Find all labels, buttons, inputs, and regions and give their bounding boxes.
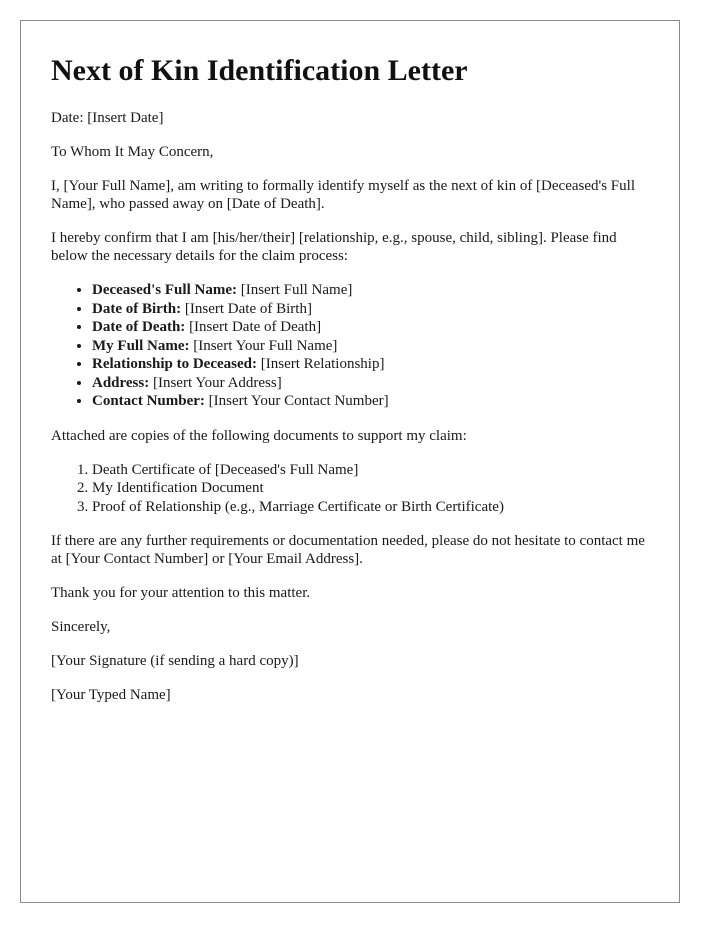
details-label: Contact Number: <box>92 393 205 409</box>
document-item: 2. My Identification Document <box>92 479 649 498</box>
details-label: My Full Name: <box>92 337 190 354</box>
details-item <box>92 300 649 319</box>
letter-page <box>20 20 680 903</box>
document-item: 1. Death Certificate of [Deceased's Full Name] <box>92 461 649 480</box>
letter-title: Next of Kin Identification Letter <box>51 54 468 87</box>
intro-paragraph: I, [Your Full Name], am writing to formally identify myself as the next of kin of [Deceased's Full Name], who passed away on [Date of Death]. <box>51 178 635 212</box>
salutation: To Whom It May Concern, <box>51 144 214 160</box>
details-item <box>92 318 649 337</box>
details-value: [Insert Relationship] <box>257 356 385 372</box>
details-list <box>51 281 649 411</box>
details-label: Address: <box>92 374 150 391</box>
documents-list <box>51 461 649 517</box>
details-label: Date of Birth: <box>92 300 182 317</box>
confirm-paragraph: I hereby confirm that I am [his/her/their] [relationship, e.g., spouse, child, sibling]. Please find below the necessary details for the claim process: <box>51 230 617 264</box>
details-item <box>92 392 649 411</box>
details-label: Date of Death: <box>92 319 186 335</box>
details-item <box>92 281 649 300</box>
thanks-paragraph: Thank you for your attention to this matter. <box>51 585 311 601</box>
further-paragraph: If there are any further requirements or documentation needed, please do not hesitate to contact me at [Your Contact Number] or [Your Email Address]. <box>51 533 645 567</box>
details-value: [Insert Your Address] <box>149 374 282 391</box>
date-line: Date: [Insert Date] <box>51 110 164 126</box>
details-label: Relationship to Deceased: <box>92 356 257 372</box>
details-value: [Insert Date of Death] <box>185 319 322 335</box>
document-item: 3. Proof of Relationship (e.g., Marriage Certificate or Birth Certificate) <box>92 498 649 517</box>
signature-line: [Your Signature (if sending a hard copy)] <box>51 653 299 669</box>
details-value: [Insert Date of Birth] <box>181 300 312 317</box>
details-value: [Insert Your Full Name] <box>189 337 338 354</box>
closing: Sincerely, <box>51 619 111 635</box>
details-label: Deceased's Full Name: <box>92 282 237 298</box>
details-item <box>92 355 649 374</box>
details-value: [Insert Full Name] <box>236 282 353 298</box>
attached-intro: Attached are copies of the following documents to support my claim: <box>51 427 467 444</box>
details-value: [Insert Your Contact Number] <box>204 393 389 409</box>
details-item <box>92 337 649 356</box>
typed-name: [Your Typed Name] <box>51 687 171 703</box>
details-item <box>92 374 649 393</box>
